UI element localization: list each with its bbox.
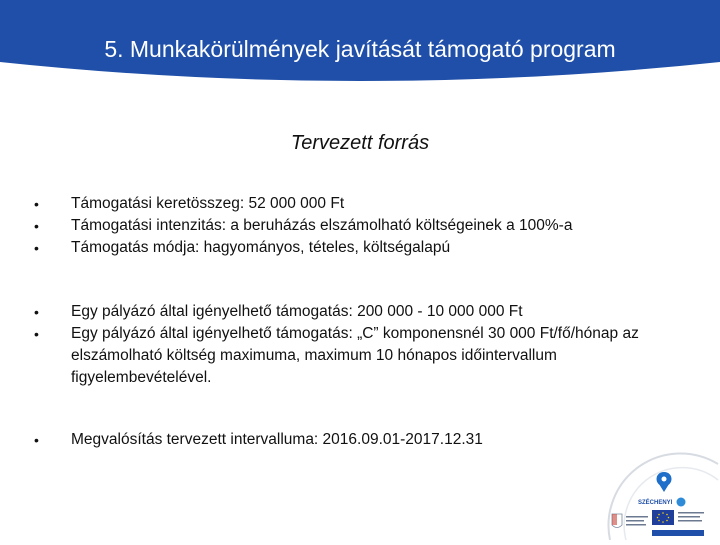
list-item: • Támogatási keretösszeg: 52 000 000 Ft xyxy=(34,193,654,215)
eu-flag-icon xyxy=(652,510,674,525)
map-pin-icon xyxy=(657,472,672,492)
bullet-icon: • xyxy=(34,218,39,234)
list-item: • Egy pályázó által igényelhető támogatás: 200 000 - 10 000 000 Ft xyxy=(34,301,654,323)
bullet-icon: • xyxy=(34,326,39,342)
bullet-icon: • xyxy=(34,240,39,256)
header-banner xyxy=(0,0,720,95)
bullet-list-timeline xyxy=(34,429,654,451)
bullet-icon: • xyxy=(34,432,39,448)
svg-text:SZÉCHENYI: SZÉCHENYI xyxy=(638,500,673,506)
section-subtitle: Tervezett forrás xyxy=(290,132,430,154)
szechenyi-logo xyxy=(590,444,720,540)
hungarian-coat-of-arms-icon xyxy=(612,514,622,528)
list-item: • Megvalósítás tervezett intervalluma: 2016.09.01-2017.12.31 xyxy=(34,429,654,451)
list-item: • Támogatás módja: hagyományos, tételes, költségalapú xyxy=(34,237,654,259)
bullet-list-funding xyxy=(34,193,654,259)
bullet-list-support xyxy=(34,301,654,389)
slide-title: 5. Munkakörülmények javítását támogató program xyxy=(104,36,616,62)
list-item: • Egy pályázó által igényelhető támogatás: „C” komponensnél 30 000 Ft/fő/hónap az elszámolható költség maximuma, maximum 10 hónapos időintervallum figyelembevételével. xyxy=(34,325,639,386)
bullet-icon: • xyxy=(34,304,39,320)
szechenyi-logo-block xyxy=(590,444,720,540)
list-item: • Támogatási intenzitás: a beruházás elszámolható költségeinek a 100%-a xyxy=(34,215,654,237)
bullet-icon: • xyxy=(34,196,39,212)
